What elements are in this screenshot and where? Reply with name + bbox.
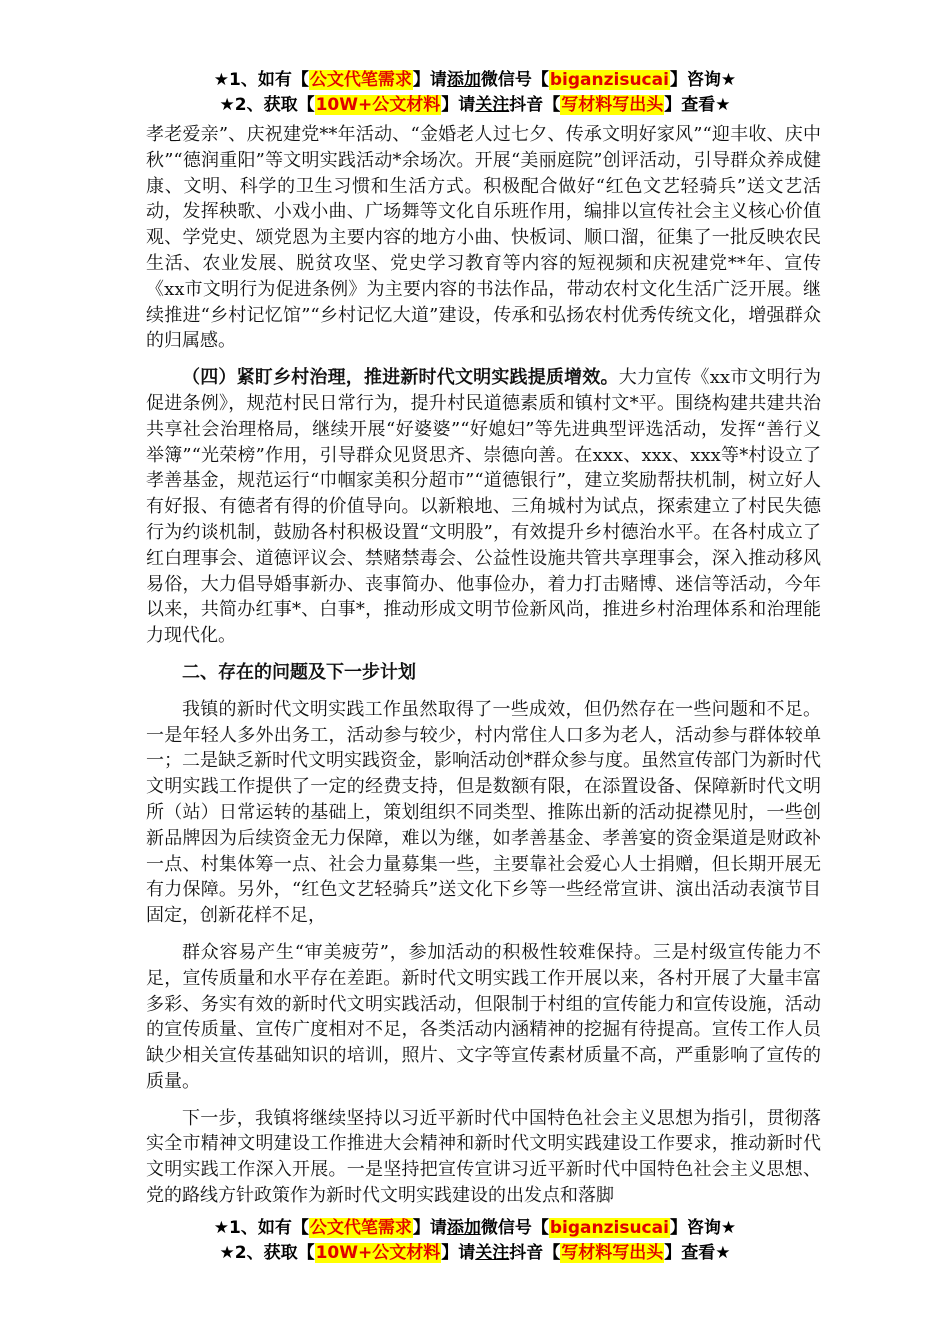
banner-text: 】请: [441, 95, 476, 115]
paragraph-2: [146, 365, 821, 649]
banner-line-1: [0, 68, 950, 93]
banner-line-2: [0, 93, 950, 118]
banner-text: 】请: [441, 1243, 476, 1263]
banner-text: 抖音【: [509, 95, 561, 115]
douyin-id: 写材料写出头: [561, 95, 664, 115]
document-body: [146, 122, 821, 1220]
banner-line-2: [0, 1241, 950, 1266]
banner-text: 】请: [412, 70, 447, 90]
banner-text: 】咨询★: [669, 1218, 737, 1238]
banner-text: 】请: [412, 1218, 447, 1238]
wechat-id: biganzisucai: [549, 1218, 669, 1238]
banner-text: 微信号【: [480, 1218, 549, 1238]
banner-highlight: 10W+公文材料: [315, 1243, 441, 1263]
banner-underline: 添加: [446, 70, 481, 90]
banner-text: ★2、获取【: [219, 95, 315, 115]
banner-text: ★2、获取【: [219, 1243, 315, 1263]
paragraph-2-text: 大力宣传《xx市文明行为促进条例》，规范村民日常行为，提升村民道德素质和镇村文*平。围绕构建共建共治共享社会治理格局，继续开展“好婆婆”“好媳妇”等先进典型评选活动，发挥“善行义举簿”“光荣榜”作用，引导群众见贤思齐、崇德向善。在xxx、xxx、xxx等*村设立了孝善基金，规范运行“巾帼家美积分超市”“道德银行”，建立奖励帮扶机制，树立好人有好报、有德者有得的价值导向。以新粮地、三角城村为试点，探索建立了村民失德行为约谈机制，鼓励各村积极设置“文明股”，有效提升乡村德治水平。在各村成立了红白理事会、道德评议会、禁赌禁毒会、公益性设施共管共享理事会，深入推动移风易俗，大力倡导婚事新办、丧事简办、他事俭办，着力打击赌博、迷信等活动，今年以来，共简办红事*、白事*，推动形成文明节俭新风尚，推进乡村治理体系和治理能力现代化。: [146, 367, 821, 647]
banner-underline: 关注: [475, 95, 510, 115]
banner-text: 】查看★: [664, 95, 731, 115]
banner-underline: 关注: [475, 1243, 510, 1263]
banner-highlight: 10W+公文材料: [315, 95, 441, 115]
banner-text: ★1、如有【: [213, 70, 309, 90]
wechat-id: biganzisucai: [549, 70, 669, 90]
banner-text: 】咨询★: [669, 70, 737, 90]
paragraph-4: 群众容易产生“审美疲劳”，参加活动的积极性较难保持。三是村级宣传能力不足，宣传质量和水平存在差距。新时代文明实践工作开展以来，各村开展了大量丰富多彩、务实有效的新时代文明实践活动，但限制于村组的宣传能力和宣传设施，活动的宣传质量、宣传广度相对不足，各类活动内涵精神的挖掘有待提高。宣传工作人员缺少相关宣传基础知识的培训，照片、文字等宣传素材质量不高，严重影响了宣传的质量。: [146, 941, 821, 1092]
banner-text: 】查看★: [664, 1243, 731, 1263]
banner-text: 微信号【: [480, 70, 549, 90]
banner-text: 抖音【: [509, 1243, 561, 1263]
paragraph-1: 孝老爱亲”、庆祝建党**年活动、“金婚老人过七夕、传承文明好家风”“迎丰收、庆中秋”“德润重阳”等文明实践活动*余场次。开展“美丽庭院”创评活动，引导群众养成健康、文明、科学的卫生习惯和生活方式。积极配合做好“红色文艺轻骑兵”送文艺活动，发挥秧歌、小戏小曲、广场舞等文化自乐班作用，编排以宣传社会主义核心价值观、学党史、颂党恩为主要内容的地方小曲、快板词、顺口溜，征集了一批反映农民生活、农业发展、脱贫攻坚、党史学习教育等内容的短视频和庆祝建党**年、宣传《xx市文明行为促进条例》为主要内容的书法作品，带动农村文化生活广泛开展。继续推进“乡村记忆馆”“乡村记忆大道”建设，传承和弘扬农村优秀传统文化，增强群众的归属感。: [146, 124, 821, 352]
top-banner: [0, 68, 950, 118]
banner-highlight: 公文代笔需求: [309, 1218, 412, 1238]
banner-text: ★1、如有【: [213, 1218, 309, 1238]
section-heading: 二、存在的问题及下一步计划: [182, 661, 416, 683]
douyin-id: 写材料写出头: [561, 1243, 664, 1263]
bottom-banner: [0, 1216, 950, 1266]
paragraph-2-heading: （四）紧盯乡村治理，推进新时代文明实践提质增效。: [182, 367, 619, 389]
banner-highlight: 公文代笔需求: [309, 70, 412, 90]
banner-underline: 添加: [446, 1218, 481, 1238]
banner-line-1: [0, 1216, 950, 1241]
paragraph-3: 我镇的新时代文明实践工作虽然取得了一些成效，但仍然存在一些问题和不足。一是年轻人多外出务工，活动参与较少，村内常住人口多为老人，活动参与群体较单一；二是缺乏新时代文明实践资金，影响活动创*群众参与度。虽然宣传部门为新时代文明实践工作提供了一定的经费支持，但是数额有限，在添置设备、保障新时代文明所（站）日常运转的基础上，策划组织不同类型、推陈出新的活动捉襟见肘，一些创新品牌因为后续资金无力保障，难以为继，如孝善基金、孝善宴的资金渠道是财政补一点、村集体筹一点、社会力量募集一些，主要靠社会爱心人士捐赠，但长期开展无有力保障。另外，“红色文艺轻骑兵”送文化下乡等一些经常宣讲、演出活动表演节目固定，创新花样不足，: [146, 698, 821, 927]
paragraph-5: 下一步，我镇将继续坚持以习近平新时代中国特色社会主义思想为指引，贯彻落实全市精神文明建设工作推进大会精神和新时代文明实践建设工作要求，推动新时代文明实践工作深入开展。一是坚持把宣传宣讲习近平新时代中国特色社会主义思想、党的路线方针政策作为新时代文明实践建设的出发点和落脚: [146, 1107, 821, 1207]
